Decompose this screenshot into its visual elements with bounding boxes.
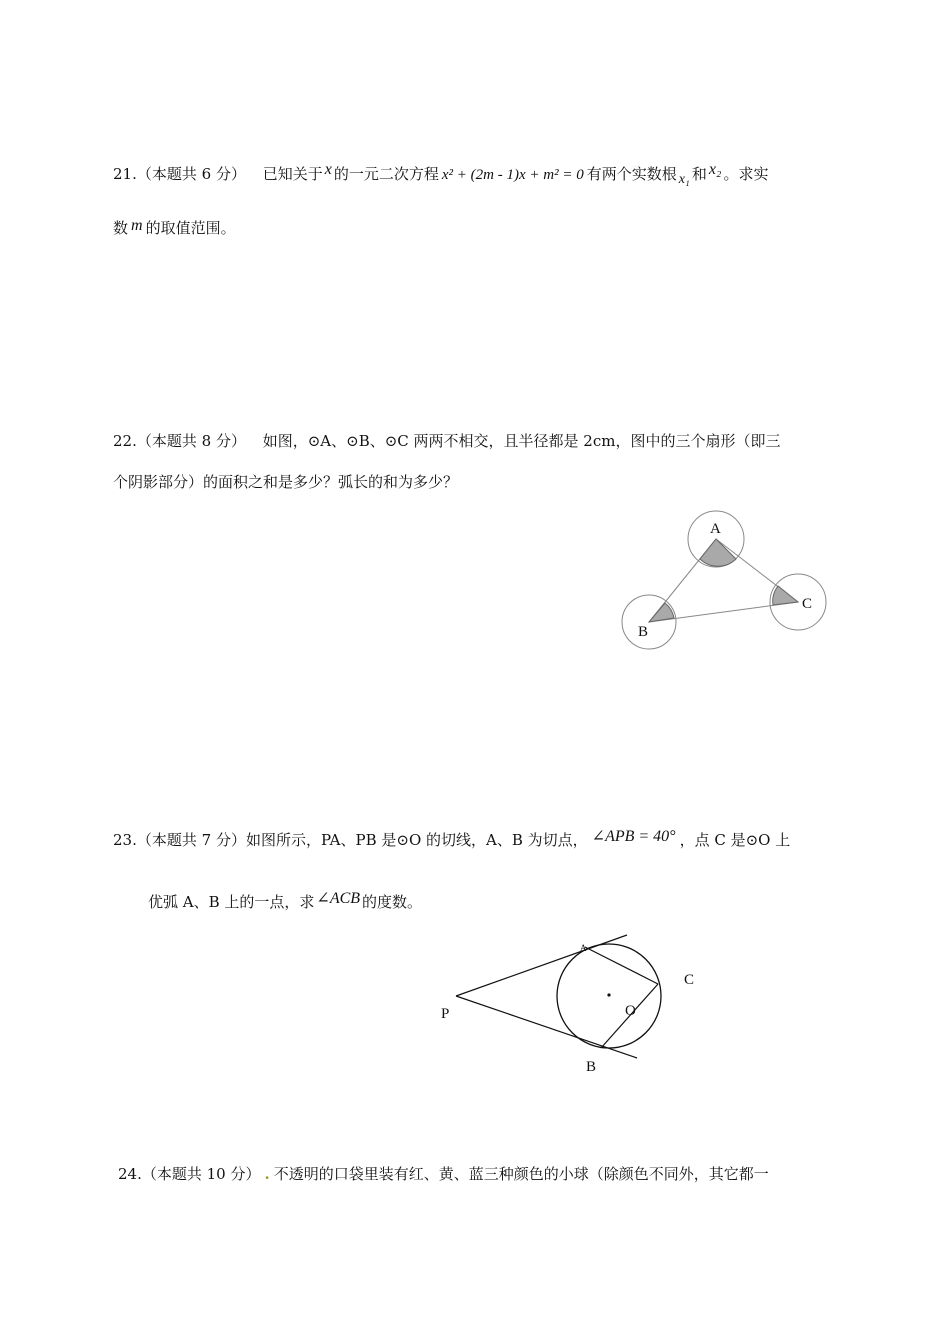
q21-var-m: m xyxy=(131,217,143,234)
q24-dot: . xyxy=(264,1165,270,1183)
q24-line-1 xyxy=(118,1163,769,1184)
q21-text-a: 已知关于 xyxy=(262,165,323,183)
label-b: B xyxy=(586,1059,597,1075)
label-a: A xyxy=(580,943,587,953)
q23-text-1b: ，点 C 是⊙O 上 xyxy=(679,831,791,849)
tangent-pb xyxy=(456,996,637,1058)
label-a: A xyxy=(710,521,721,537)
q21-line2-a: 数 xyxy=(113,219,129,237)
q22-points: （本题共 8 分） xyxy=(136,432,246,450)
q23-angle-apb: ∠APB = 40° xyxy=(591,828,676,845)
q22-text-2: 个阴影部分）的面积之和是多少？弧长的和为多少？ xyxy=(113,473,459,491)
label-o: O xyxy=(625,1003,636,1019)
q23-text-2b: 的度数。 xyxy=(362,893,423,911)
q23-text-1a: 如图所示，PA、PB 是⊙O 的切线，A、B 为切点， xyxy=(245,831,588,849)
q21-number: 21. xyxy=(113,165,137,183)
label-c: C xyxy=(684,972,695,988)
q23-number: 23. xyxy=(113,831,137,849)
q23-text-2a: 优弧 A、B 上的一点，求 xyxy=(148,893,315,911)
q22-text-1: 如图，⊙A、⊙B、⊙C 两两不相交，且半径都是 2cm，图中的三个扇形（即三 xyxy=(262,432,781,450)
chord-ac xyxy=(585,947,658,984)
q24-points: （本题共 10 分） xyxy=(141,1165,261,1183)
q24-text-1: 不透明的口袋里装有红、黄、蓝三种颜色的小球（除颜色不同外，其它都一 xyxy=(273,1165,769,1183)
q21-text-d: 。求实 xyxy=(723,165,769,183)
q21-equation: x² + (2m - 1)x + m² = 0 xyxy=(441,167,584,183)
q22-number: 22. xyxy=(113,432,137,450)
q23-points: （本题共 7 分） xyxy=(136,831,246,849)
center-dot xyxy=(607,993,610,996)
q23-angle-acb: ∠ACB xyxy=(316,890,361,907)
q21-text-b: 的一元二次方程 xyxy=(333,165,439,183)
q24-number: 24. xyxy=(118,1165,142,1183)
q21-var-x: x xyxy=(324,161,332,178)
q21-line2-b: 的取值范围。 xyxy=(145,219,236,237)
q21-points: （本题共 6 分） xyxy=(136,165,246,183)
label-b: B xyxy=(638,624,649,640)
q21-text-c: 有两个实数根 xyxy=(586,165,677,183)
q21-root2: x₂ xyxy=(708,161,722,178)
label-p: P xyxy=(441,1006,450,1022)
q21-text-and: 和 xyxy=(691,165,707,183)
tangent-pa xyxy=(456,935,627,996)
label-c: C xyxy=(802,596,813,612)
q21-root1: x₁ xyxy=(678,172,690,187)
